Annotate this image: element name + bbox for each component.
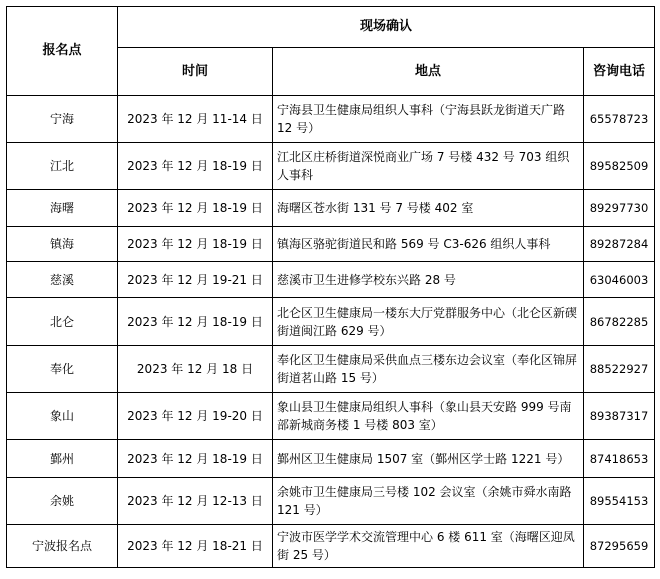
place-cell: 宁海县卫生健康局组织人事科（宁海县跃龙街道天广路 12 号） (273, 96, 584, 143)
site-cell: 奉化 (7, 346, 118, 393)
phone-cell: 86782285 (584, 298, 655, 346)
table-row (7, 227, 655, 262)
site-cell: 慈溪 (7, 262, 118, 298)
site-cell: 宁海 (7, 96, 118, 143)
table-row (7, 190, 655, 227)
site-cell: 余姚 (7, 478, 118, 525)
time-cell: 2023 年 12 月 18-19 日 (118, 298, 273, 346)
header-site: 报名点 (7, 7, 118, 96)
place-cell: 北仑区卫生健康局一楼东大厅党群服务中心（北仑区新碶街道闽江路 629 号） (273, 298, 584, 346)
table-row (7, 298, 655, 346)
place-cell: 海曙区苍水街 131 号 7 号楼 402 室 (273, 190, 584, 227)
phone-cell: 89387317 (584, 393, 655, 440)
time-cell: 2023 年 12 月 19-20 日 (118, 393, 273, 440)
time-cell: 2023 年 12 月 18 日 (118, 346, 273, 393)
table-row (7, 478, 655, 525)
phone-cell: 89297730 (584, 190, 655, 227)
time-cell: 2023 年 12 月 18-19 日 (118, 143, 273, 190)
table-row (7, 346, 655, 393)
site-cell: 鄞州 (7, 440, 118, 478)
time-cell: 2023 年 12 月 12-13 日 (118, 478, 273, 525)
site-cell: 海曙 (7, 190, 118, 227)
site-cell: 象山 (7, 393, 118, 440)
header-place: 地点 (273, 48, 584, 96)
phone-cell: 87295659 (584, 525, 655, 568)
site-cell: 北仑 (7, 298, 118, 346)
time-cell: 2023 年 12 月 19-21 日 (118, 262, 273, 298)
site-cell: 宁波报名点 (7, 525, 118, 568)
phone-cell: 89287284 (584, 227, 655, 262)
phone-cell: 88522927 (584, 346, 655, 393)
place-cell: 宁波市医学学术交流管理中心 6 楼 611 室（海曙区迎凤街 25 号） (273, 525, 584, 568)
time-cell: 2023 年 12 月 18-21 日 (118, 525, 273, 568)
header-time: 时间 (118, 48, 273, 96)
time-cell: 2023 年 12 月 18-19 日 (118, 190, 273, 227)
place-cell: 江北区庄桥街道深悦商业广场 7 号楼 432 号 703 组织人事科 (273, 143, 584, 190)
table-row (7, 440, 655, 478)
site-cell: 镇海 (7, 227, 118, 262)
place-cell: 余姚市卫生健康局三号楼 102 会议室（余姚市舜水南路 121 号） (273, 478, 584, 525)
place-cell: 慈溪市卫生进修学校东兴路 28 号 (273, 262, 584, 298)
table-row (7, 525, 655, 568)
table-row (7, 393, 655, 440)
phone-cell: 87418653 (584, 440, 655, 478)
time-cell: 2023 年 12 月 11-14 日 (118, 96, 273, 143)
place-cell: 鄞州区卫生健康局 1507 室（鄞州区学士路 1221 号） (273, 440, 584, 478)
header-onsite-confirmation: 现场确认 (118, 7, 655, 48)
confirmation-schedule-table (6, 6, 655, 568)
phone-cell: 63046003 (584, 262, 655, 298)
header-phone: 咨询电话 (584, 48, 655, 96)
time-cell: 2023 年 12 月 18-19 日 (118, 227, 273, 262)
place-cell: 象山县卫生健康局组织人事科（象山县天安路 999 号南部新城商务楼 1 号楼 803 室） (273, 393, 584, 440)
place-cell: 奉化区卫生健康局采供血点三楼东边会议室（奉化区锦屏街道茗山路 15 号） (273, 346, 584, 393)
phone-cell: 65578723 (584, 96, 655, 143)
table-row (7, 143, 655, 190)
site-cell: 江北 (7, 143, 118, 190)
phone-cell: 89582509 (584, 143, 655, 190)
table-row (7, 262, 655, 298)
phone-cell: 89554153 (584, 478, 655, 525)
time-cell: 2023 年 12 月 18-19 日 (118, 440, 273, 478)
table-row (7, 96, 655, 143)
place-cell: 镇海区骆驼街道民和路 569 号 C3-626 组织人事科 (273, 227, 584, 262)
